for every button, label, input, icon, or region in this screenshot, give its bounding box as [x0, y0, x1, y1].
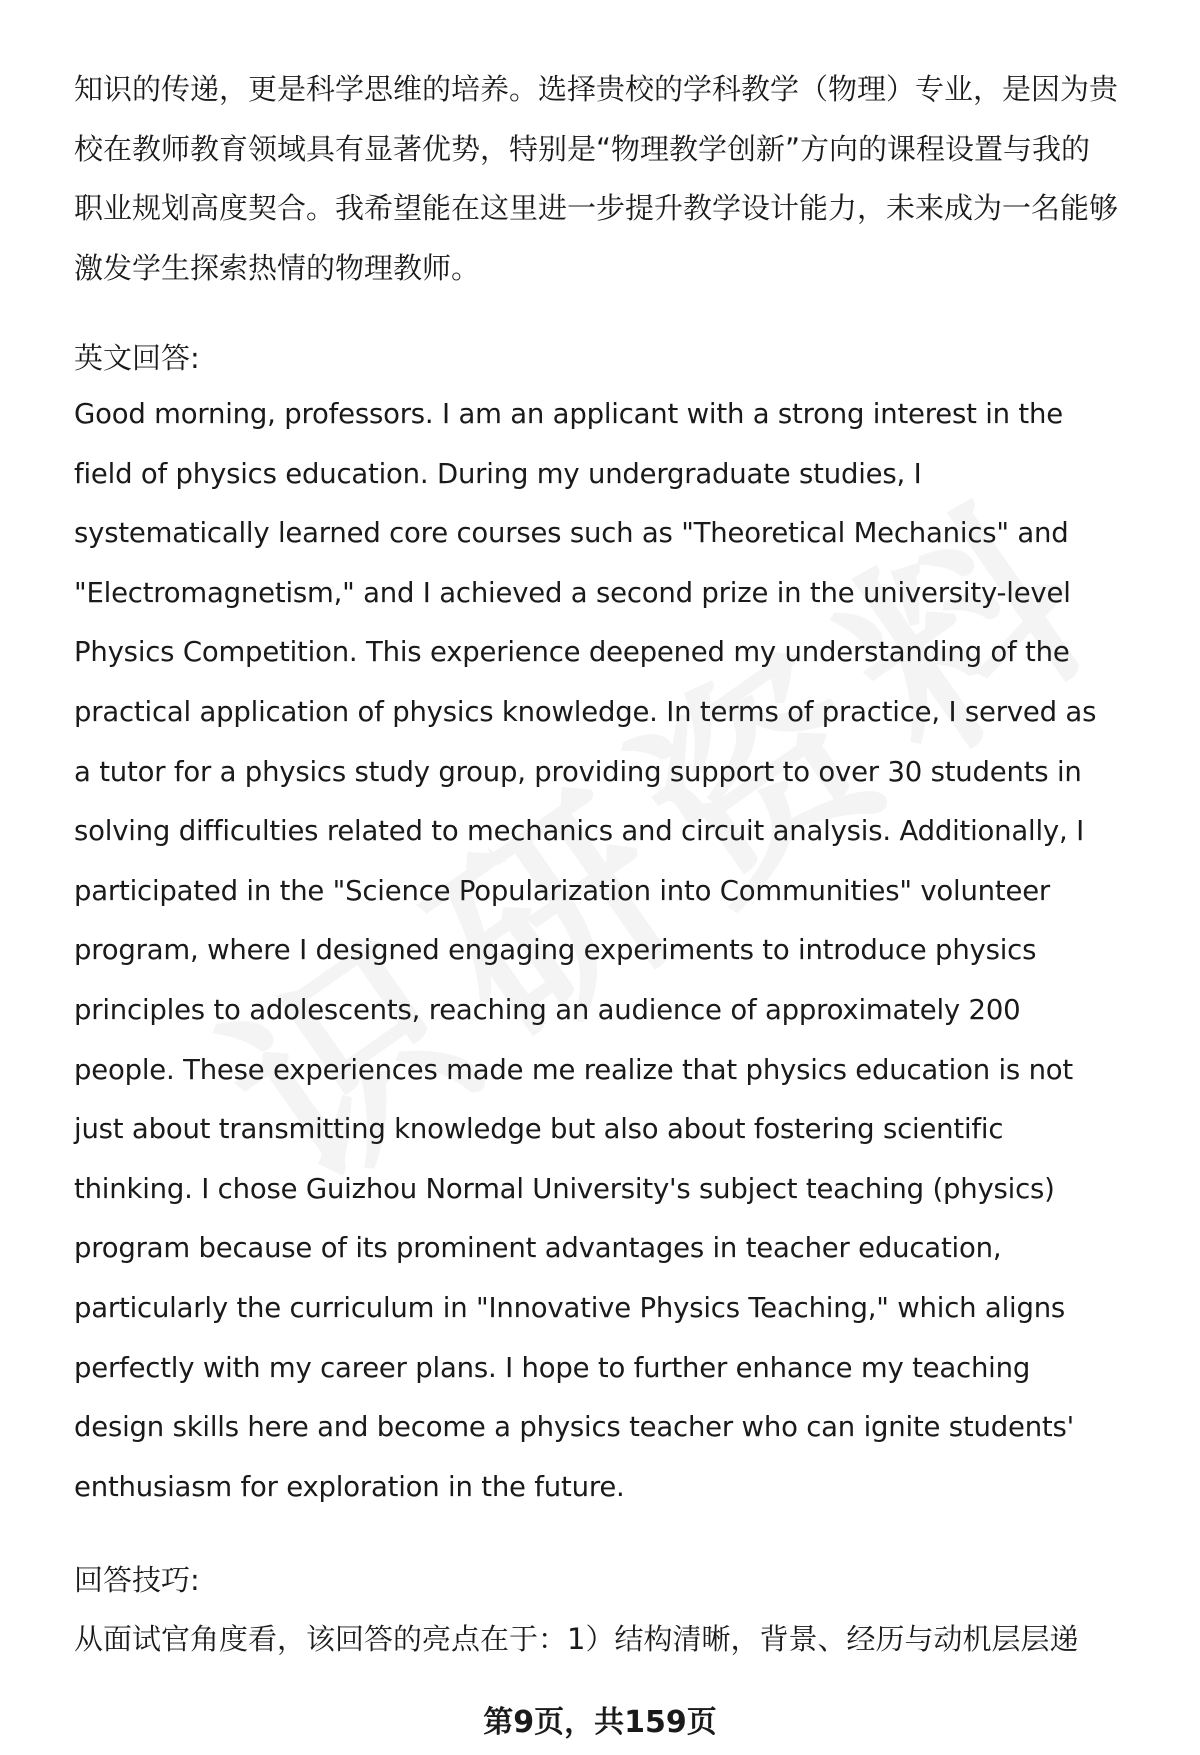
tips-paragraph — [74, 1610, 1154, 1670]
text-line: 知识的传递，更是科学思维的培养。选择贵校的学科教学（物理）专业，是因为贵 — [74, 72, 1119, 106]
text-line: just about transmitting knowledge but also about fostering scientific — [74, 1113, 1004, 1146]
text-line: 职业规划高度契合。我希望能在这里进一步提升教学设计能力，未来成为一名能够 — [74, 191, 1119, 225]
text-line: 激发学生探索热情的物理教师。 — [74, 250, 481, 285]
text-line: perfectly with my career plans. I hope to further enhance my teaching — [74, 1351, 1031, 1384]
text-line: participated in the "Science Popularization into Communities" volunteer — [74, 874, 1051, 907]
text-line: 校在教师教育领域具有显著优势，特别是“物理教学创新”方向的课程设置与我的 — [74, 131, 1091, 166]
tips-heading: 回答技巧: — [74, 1563, 200, 1597]
text-line: solving difficulties related to mechanics and circuit analysis. Additionally, I — [74, 815, 1084, 848]
text-line: principles to adolescents, reaching an audience of approximately 200 — [74, 993, 1021, 1026]
text-line: design skills here and become a physics teacher who can ignite students' — [74, 1411, 1074, 1444]
en-answer-heading: 英文回答: — [74, 341, 200, 375]
text-line: field of physics education. During my undergraduate studies, I — [74, 457, 922, 490]
page-number-footer: 第9页，共159页 — [483, 1705, 717, 1740]
text-line: "Electromagnetism," and I achieved a second prize in the university-level — [74, 576, 1071, 609]
text-line: a tutor for a physics study group, providing support to over 30 students in — [74, 755, 1082, 788]
text-line: 从面试官角度看，该回答的亮点在于：1）结构清晰，背景、经历与动机层层递 — [74, 1622, 1079, 1656]
text-line: program because of its prominent advantages in teacher education, — [74, 1232, 1002, 1265]
cn-answer-paragraph — [74, 60, 1154, 298]
text-line: enthusiasm for exploration in the future. — [74, 1470, 625, 1503]
text-line: people. These experiences made me realize that physics education is not — [74, 1053, 1074, 1086]
text-line: thinking. I chose Guizhou Normal University's subject teaching (physics) — [74, 1172, 1055, 1205]
text-line: Good morning, professors. I am an applicant with a strong interest in the — [74, 398, 1063, 430]
text-line: practical application of physics knowledge. In terms of practice, I served as — [74, 695, 1097, 728]
text-line: systematically learned core courses such as "Theoretical Mechanics" and — [74, 517, 1069, 550]
text-line: program, where I designed engaging experiments to introduce physics — [74, 934, 1037, 967]
en-answer-paragraph — [74, 385, 1154, 1517]
text-line: particularly the curriculum in "Innovative Physics Teaching," which aligns — [74, 1291, 1066, 1324]
text-line: Physics Competition. This experience deepened my understanding of the — [74, 636, 1070, 669]
